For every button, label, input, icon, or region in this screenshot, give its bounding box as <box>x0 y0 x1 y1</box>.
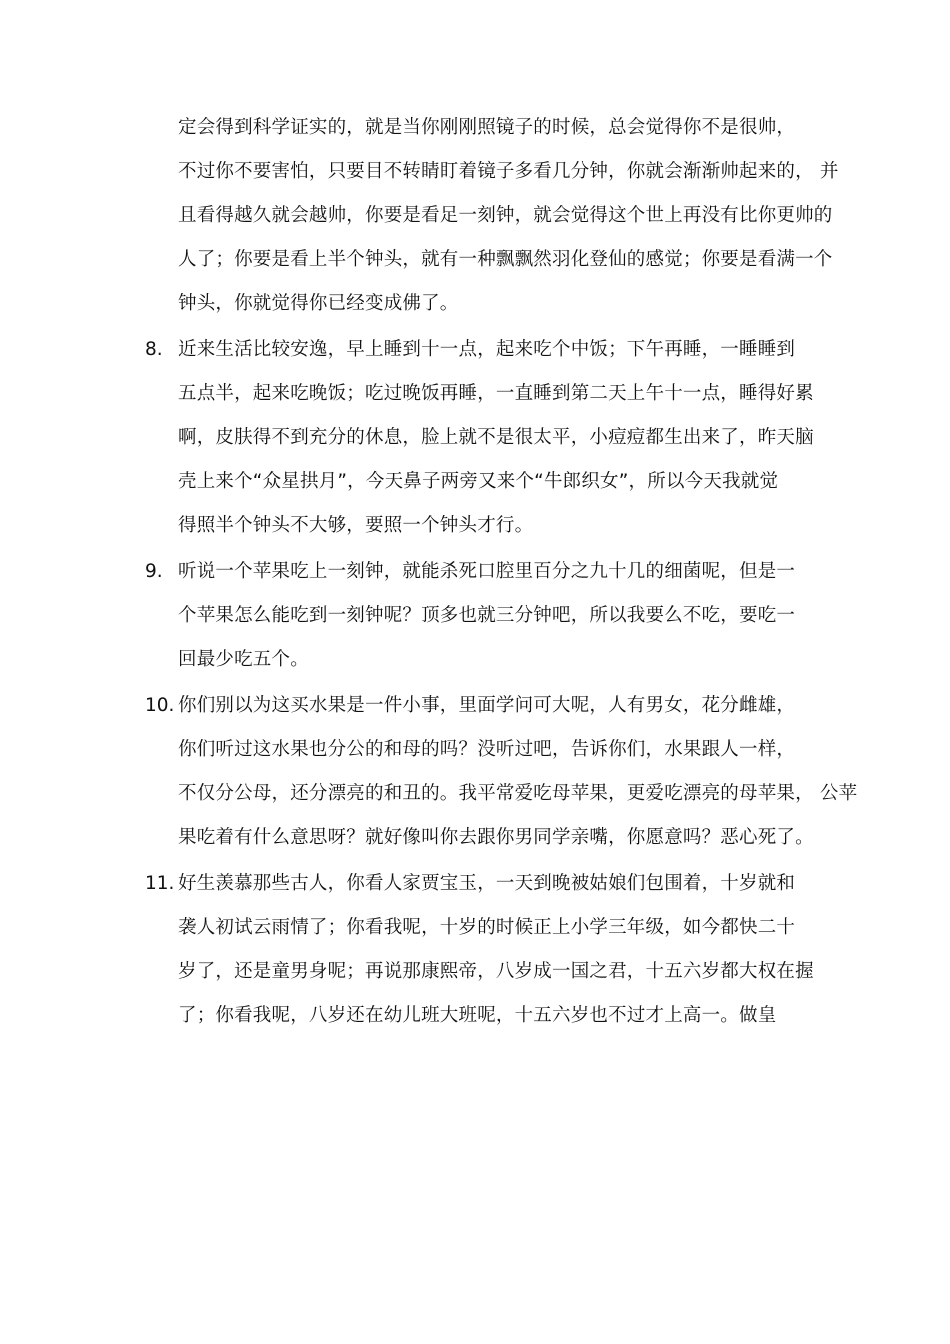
list-item-9 <box>145 550 825 682</box>
paragraph-line: 你们听过这水果也分公的和母的吗？没听过吧，告诉你们，水果跟人一样， <box>178 739 796 760</box>
paragraph-line: 个苹果怎么能吃到一刻钟呢？顶多也就三分钟吧，所以我要么不吃，要吃一 <box>178 605 796 626</box>
paragraph-line: 你们别以为这买水果是一件小事，里面学问可大呢，人有男女，花分雌雄， <box>178 695 796 716</box>
paragraph-line: 岁了，还是童男身呢；再说那康熙帝，八岁成一国之君，十五六岁都大权在握 <box>178 961 814 982</box>
paragraph-line: 袭人初试云雨情了；你看我呢，十岁的时候正上小学三年级，如今都快二十 <box>178 917 796 938</box>
paragraph-line: 啊，皮肤得不到充分的休息，脸上就不是很太平，小痘痘都生出来了，昨天脑 <box>178 427 814 448</box>
list-item-number: 11. <box>145 873 175 894</box>
paragraph-line: 钟头，你就觉得你已经变成佛了。 <box>178 293 459 314</box>
paragraph-line: 回最少吃五个。 <box>178 649 309 670</box>
paragraph-line: 定会得到科学证实的，就是当你刚刚照镜子的时候，总会觉得你不是很帅， <box>178 117 796 138</box>
list-item-number: 10. <box>145 695 175 716</box>
paragraph-line: 近来生活比较安逸，早上睡到十一点，起来吃个中饭；下午再睡，一睡睡到 <box>178 339 796 360</box>
document-body <box>145 106 858 1038</box>
list-item-8 <box>145 328 825 548</box>
list-item-number: 9. <box>145 561 163 582</box>
list-item-number: 8. <box>145 339 163 360</box>
paragraph-line: 且看得越久就会越帅，你要是看足一刻钟，就会觉得这个世上再没有比你更帅的 <box>178 205 833 226</box>
paragraph-line: 不仅分公母，还分漂亮的和丑的。我平常爱吃母苹果，更爱吃漂亮的母苹果， 公苹 <box>178 783 858 804</box>
paragraph-line: 听说一个苹果吃上一刻钟，就能杀死口腔里百分之九十几的细菌呢，但是一 <box>178 561 796 582</box>
paragraph-line: 壳上来个“众星拱月”，今天鼻子两旁又来个“牛郎织女”，所以今天我就觉 <box>178 471 779 492</box>
paragraph-line: 果吃着有什么意思呀？就好像叫你去跟你男同学亲嘴，你愿意吗？恶心死了。 <box>178 827 814 848</box>
paragraph-line: 人了；你要是看上半个钟头，就有一种飘飘然羽化登仙的感觉；你要是看满一个 <box>178 249 833 270</box>
list-item-10 <box>145 684 858 860</box>
paragraph-line: 了；你看我呢，八岁还在幼儿班大班呢，十五六岁也不过才上高一。做皇 <box>178 1005 777 1026</box>
paragraph-line: 五点半，起来吃晚饭；吃过晚饭再睡，一直睡到第二天上午十一点，睡得好累 <box>178 383 814 404</box>
paragraph-line: 好生羡慕那些古人，你看人家贾宝玉，一天到晚被姑娘们包围着，十岁就和 <box>178 873 796 894</box>
list-item-11 <box>145 862 825 1038</box>
paragraph-line: 不过你不要害怕，只要目不转睛盯着镜子多看几分钟，你就会渐渐帅起来的， 并 <box>178 161 839 182</box>
continuation-paragraph <box>145 106 839 326</box>
paragraph-line: 得照半个钟头不大够，要照一个钟头才行。 <box>178 515 534 536</box>
